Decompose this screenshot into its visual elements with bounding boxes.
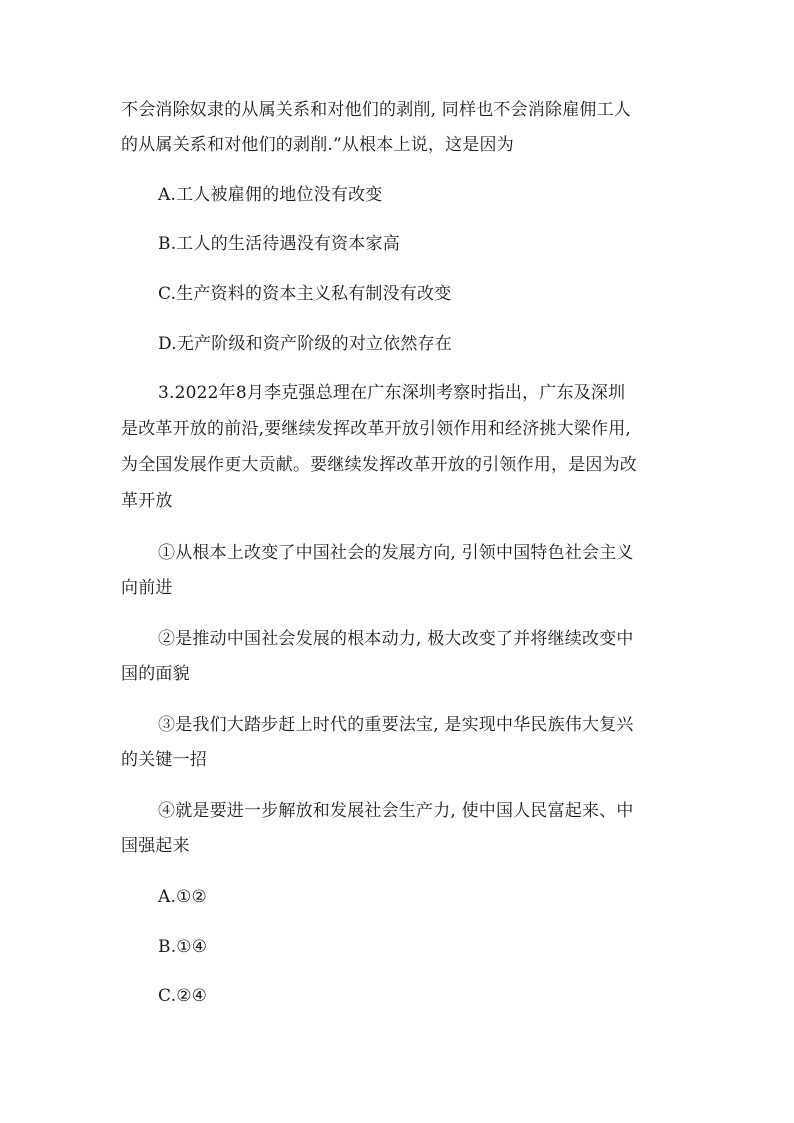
q2-option-d: D.无产阶级和资产阶级的对立依然存在 [158, 334, 453, 354]
q3-statement-4-line-2: 国强起来 [121, 836, 190, 856]
q3-stem-line-3: 为全国发展作更大贡献。要继续发挥改革开放的引领作用，是因为改 [121, 455, 637, 475]
q3-stem-line-4: 革开放 [121, 491, 173, 511]
q2-stem-line-1: 不会消除奴隶的从属关系和对他们的剥削, 同样也不会消除雇佣工人 [121, 100, 632, 120]
q3-statement-1-line-1: ①从根本上改变了中国社会的发展方向, 引领中国特色社会主义 [158, 543, 634, 563]
q3-statement-4-line-1: ④就是要进一步解放和发展社会生产力, 使中国人民富起来、中 [158, 801, 634, 821]
q3-statement-1-line-2: 向前进 [121, 578, 173, 598]
q3-option-c: C.②④ [158, 986, 208, 1006]
q2-option-b: B.工人的生活待遇没有资本家高 [158, 234, 400, 254]
q3-option-a: A.①② [158, 887, 207, 907]
q3-statement-3-line-2: 的关键一招 [121, 750, 207, 770]
q2-option-c: C.生产资料的资本主义私有制没有改变 [158, 284, 452, 304]
q2-option-a: A.工人被雇佣的地位没有改变 [158, 185, 383, 205]
q2-stem-line-2: 的从属关系和对他们的剥削.”从根本上说，这是因为 [121, 135, 514, 155]
q3-stem-line-1: 3.2022年8月李克强总理在广东深圳考察时指出，广东及深圳 [158, 383, 626, 403]
q3-stem-line-2: 是改革开放的前沿,要继续发挥改革开放引领作用和经济挑大梁作用, [121, 419, 632, 439]
q3-option-b: B.①④ [158, 937, 208, 957]
q3-statement-3-line-1: ③是我们大踏步赶上时代的重要法宝, 是实现中华民族伟大复兴 [158, 715, 634, 735]
q3-statement-2-line-2: 国的面貌 [121, 664, 190, 684]
q3-statement-2-line-1: ②是推动中国社会发展的根本动力, 极大改变了并将继续改变中 [158, 629, 634, 649]
